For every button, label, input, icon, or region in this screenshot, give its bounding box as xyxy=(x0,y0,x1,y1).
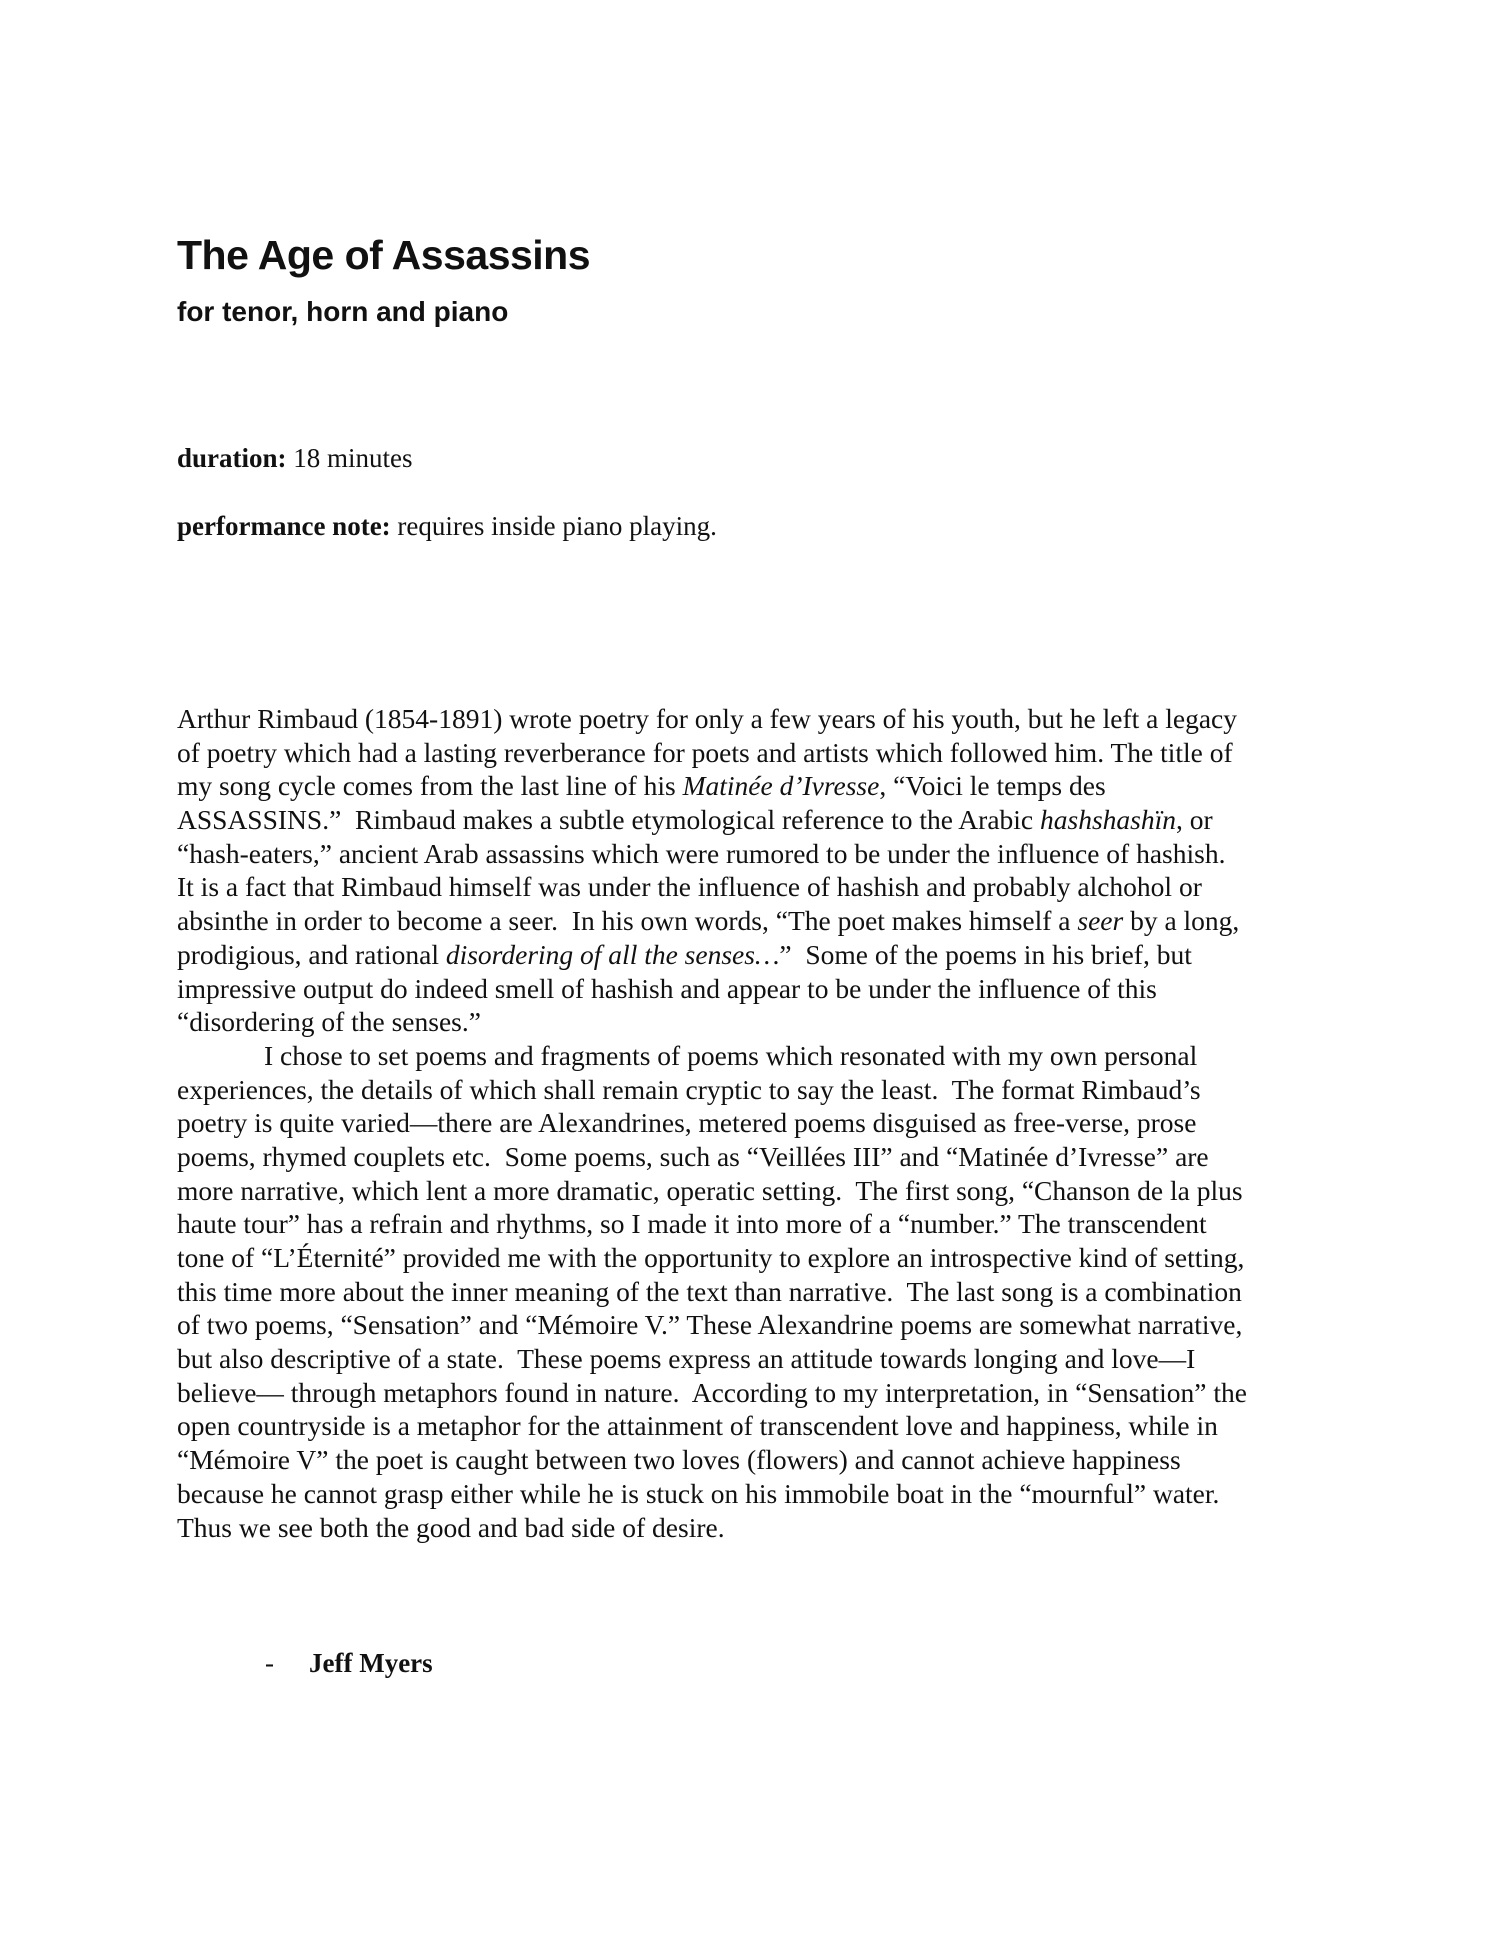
duration-label: duration: xyxy=(177,443,287,473)
text-segment: “hash-eaters,” ancient Arab assassins which were rumored to be under the influence of hashish. xyxy=(177,837,1226,869)
text-line xyxy=(177,904,1247,938)
text-line xyxy=(177,1073,1247,1107)
text-line xyxy=(177,702,1247,736)
text-segment: poetry is quite varied—there are Alexandrines, metered poems disguised as free-verse, prose xyxy=(177,1107,1197,1139)
signature-dash: - xyxy=(265,1648,274,1678)
text-line xyxy=(177,1477,1247,1511)
text-segment: but also descriptive of a state. These poems express an attitude towards longing and love—I xyxy=(177,1343,1196,1375)
text-line xyxy=(177,1005,1247,1039)
text-line xyxy=(177,1342,1247,1376)
italic-text: disordering of all the senses… xyxy=(445,938,780,970)
text-line xyxy=(177,1140,1247,1174)
text-segment: experiences, the details of which shall remain cryptic to say the least. The format Rimbaud’s xyxy=(177,1073,1201,1105)
text-line xyxy=(177,1275,1247,1309)
text-segment: this time more about the inner meaning of the text than narrative. The last song is a combination xyxy=(177,1275,1242,1307)
text-segment: ” Some of the poems in his brief, but xyxy=(779,938,1192,970)
document-subtitle: for tenor, horn and piano xyxy=(177,296,509,327)
text-segment: I chose to set poems and fragments of poems which resonated with my own personal xyxy=(264,1039,1198,1071)
text-segment: believe— through metaphors found in nature. According to my interpretation, in “Sensation” the xyxy=(177,1376,1247,1408)
duration-value: 18 minutes xyxy=(286,443,413,473)
text-line xyxy=(177,1409,1247,1443)
text-line xyxy=(177,1308,1247,1342)
text-line xyxy=(177,769,1247,803)
text-segment: absinthe in order to become a seer. In his own words, “The poet makes himself a xyxy=(177,905,1078,937)
text-line xyxy=(177,938,1247,972)
text-segment: because he cannot grasp either while he is stuck on his immobile boat in the “mournful” water. xyxy=(177,1477,1220,1509)
text-segment: , “Voici le temps des xyxy=(879,770,1106,802)
text-segment: Thus we see both the good and bad side of desire. xyxy=(177,1511,725,1543)
text-line xyxy=(177,1039,1247,1073)
text-line xyxy=(177,736,1247,770)
text-segment: “Mémoire V” the poet is caught between two loves (flowers) and cannot achieve happiness xyxy=(177,1444,1181,1476)
text-line xyxy=(177,803,1247,837)
text-line xyxy=(177,1241,1247,1275)
text-line xyxy=(177,1511,1247,1545)
text-line xyxy=(177,837,1247,871)
text-segment: of two poems, “Sensation” and “Mémoire V.” These Alexandrine poems are somewhat narrative, xyxy=(177,1309,1243,1341)
signature-name: Jeff Myers xyxy=(309,1648,433,1678)
text-line xyxy=(177,1174,1247,1208)
performance-note-line xyxy=(177,511,717,542)
text-line xyxy=(177,1376,1247,1410)
italic-text: hashshashïn xyxy=(1040,804,1177,836)
text-segment: more narrative, which lent a more dramatic, operatic setting. The first song, “Chanson de la plus xyxy=(177,1174,1243,1206)
text-segment: impressive output do indeed smell of hashish and appear to be under the influence of this xyxy=(177,972,1157,1004)
text-segment: , or xyxy=(1176,804,1213,836)
text-segment: open countryside is a metaphor for the attainment of transcendent love and happiness, while in xyxy=(177,1410,1218,1442)
text-line xyxy=(177,1207,1247,1241)
text-segment: poems, rhymed couplets etc. Some poems, such as “Veillées III” and “Matinée d’Ivresse” are xyxy=(177,1140,1209,1172)
text-line xyxy=(177,1443,1247,1477)
document-title: The Age of Assassins xyxy=(177,232,591,278)
text-segment: Arthur Rimbaud (1854-1891) wrote poetry for only a few years of his youth, but he left a legacy xyxy=(177,703,1237,734)
text-line xyxy=(177,1106,1247,1140)
text-segment: my song cycle comes from the last line of his xyxy=(177,770,683,802)
text-segment: It is a fact that Rimbaud himself was under the influence of hashish and probably alchohol or xyxy=(177,871,1202,903)
duration-line xyxy=(177,443,413,474)
italic-text: seer xyxy=(1077,905,1124,937)
text-segment: prodigious, and rational xyxy=(177,938,446,970)
text-segment: “disordering of the senses.” xyxy=(177,1006,481,1038)
program-note-body xyxy=(177,702,1247,1544)
text-segment: haute tour” has a refrain and rhythms, so I made it into more of a “number.” The transcendent xyxy=(177,1208,1207,1240)
text-segment: tone of “L’Éternité” provided me with the opportunity to explore an introspective kind of setting, xyxy=(177,1242,1245,1273)
text-line xyxy=(177,870,1247,904)
text-line xyxy=(177,972,1247,1006)
text-segment: by a long, xyxy=(1123,905,1240,937)
text-segment: of poetry which had a lasting reverberance for poets and artists which followed him. The title of xyxy=(177,736,1233,768)
italic-text: Matinée d’Ivresse xyxy=(682,770,880,802)
performance-note-value: requires inside piano playing. xyxy=(390,511,717,541)
performance-note-label: performance note: xyxy=(177,511,391,541)
text-segment: ASSASSINS.” Rimbaud makes a subtle etymological reference to the Arabic xyxy=(177,804,1041,836)
